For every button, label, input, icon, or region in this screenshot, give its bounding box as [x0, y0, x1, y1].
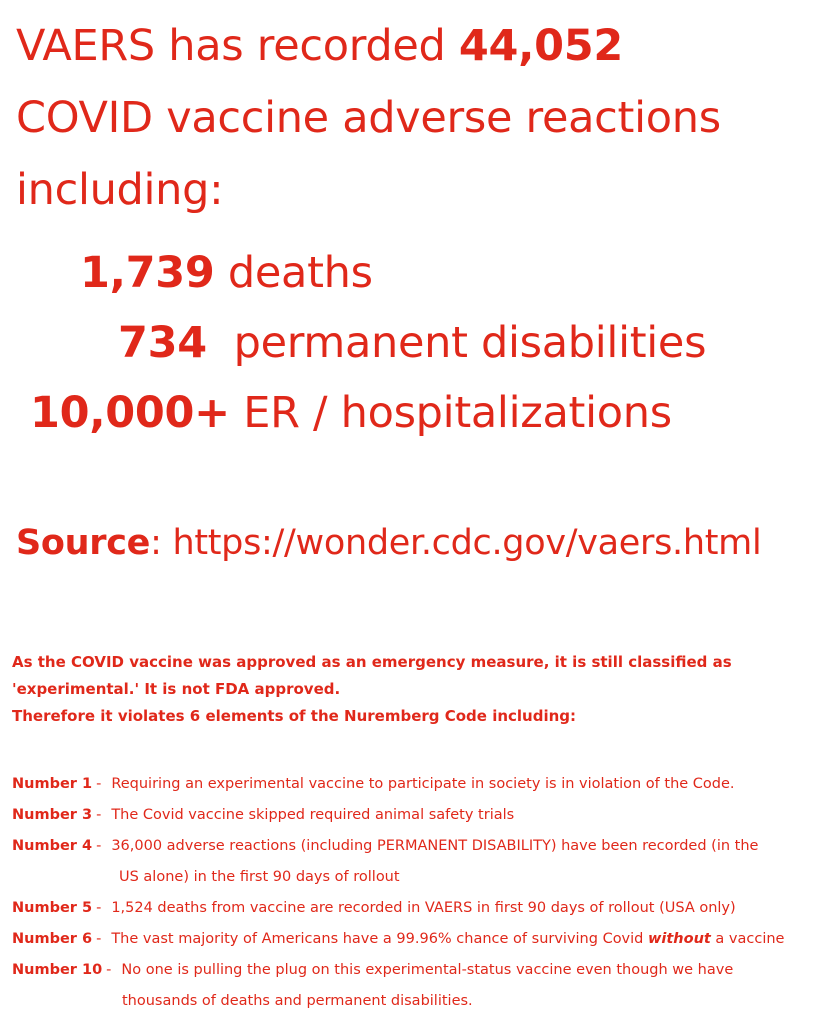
item-text: 36,000 adverse reactions (including PERMANENT DISABILITY) have been recorded (in the [111, 838, 759, 854]
item-text-continuation: US alone) in the first 90 days of rollout [119, 869, 400, 885]
item-text: The Covid vaccine skipped required animal safety trials [111, 807, 515, 823]
item-text-emphasis: without [647, 931, 711, 947]
item-number: Number 1 [12, 776, 93, 792]
stat-deaths [80, 248, 373, 298]
headline-line-1 [16, 10, 816, 82]
source-url: : https://wonder.cdc.gov/vaers.html [150, 523, 762, 563]
item-number: Number 10 [12, 962, 103, 978]
list-item [12, 800, 825, 831]
headline-prefix: VAERS has recorded [16, 21, 459, 71]
source-line [16, 523, 761, 563]
item-separator: - [106, 962, 112, 978]
nuremberg-list [12, 769, 825, 1017]
item-number: Number 5 [12, 900, 93, 916]
stat-number: 734 [118, 318, 207, 368]
list-item [12, 831, 825, 862]
item-number: Number 3 [12, 807, 93, 823]
intro-paragraph [12, 649, 812, 730]
headline-line-3: including: [16, 165, 224, 215]
intro-line-1: As the COVID vaccine was approved as an emergency measure, it is still classified as [12, 653, 732, 671]
list-item [12, 893, 825, 924]
list-item [12, 955, 825, 986]
list-item [12, 769, 825, 800]
intro-line-3: Therefore it violates 6 elements of the Nuremberg Code including: [12, 707, 577, 725]
headline-line-2: COVID vaccine adverse reactions [16, 93, 721, 143]
intro-line-2: 'experimental.' It is not FDA approved. [12, 680, 341, 698]
source-label: Source [16, 523, 151, 563]
item-separator: - [96, 807, 102, 823]
list-item [12, 924, 825, 955]
reaction-count: 44,052 [458, 21, 623, 71]
item-separator: - [96, 776, 102, 792]
item-text-continuation: thousands of deaths and permanent disabilities. [122, 993, 473, 1009]
item-number: Number 4 [12, 838, 93, 854]
stat-hospitalizations [30, 388, 672, 438]
item-separator: - [96, 931, 102, 947]
item-text-part: The vast majority of Americans have a 99.96% chance of surviving Covid [111, 931, 648, 947]
item-text: No one is pulling the plug on this experimental-status vaccine even though we have [121, 962, 734, 978]
stat-number: 10,000+ [30, 388, 230, 438]
item-text: 1,524 deaths from vaccine are recorded in VAERS in first 90 days of rollout (USA only) [111, 900, 736, 916]
item-separator: - [96, 900, 102, 916]
stat-label: permanent disabilities [206, 318, 707, 368]
item-text-part: a vaccine [710, 931, 785, 947]
headline [16, 10, 816, 226]
item-text [111, 924, 825, 955]
item-number: Number 6 [12, 931, 93, 947]
stat-label: deaths [214, 248, 373, 298]
item-text: Requiring an experimental vaccine to participate in society is in violation of the Code. [111, 776, 735, 792]
item-separator: - [96, 838, 102, 854]
stat-disabilities [118, 318, 706, 368]
stat-label: ER / hospitalizations [229, 388, 672, 438]
stat-number: 1,739 [80, 248, 215, 298]
